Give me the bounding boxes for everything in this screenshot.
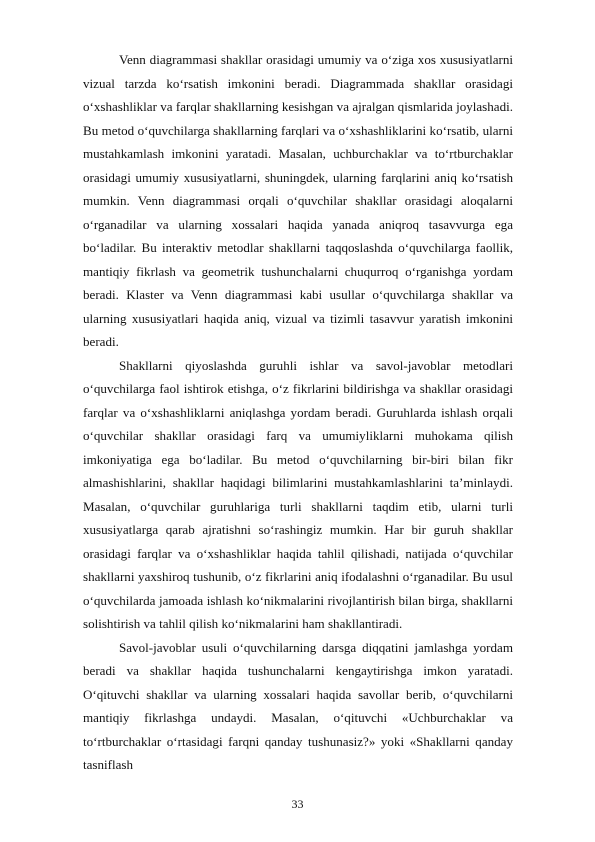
paragraph-question-answer: Savol-javoblar usuli o‘quvchilarning darsga diqqatini jamlashga yordam beradi va shakllar haqida tushunchalarni kengaytirishga imkon yaratadi. O‘qituvchi shakllar va ularning xossalari haqida savollar berib, o‘quvchilarni mantiqiy fikrlashga undaydi. Masalan, o‘qituvchi «Uchburchaklar va to‘rtburchaklar o‘rtasidagi farqni qanday tushunasiz?» yoki «Shakllarni qanday tasniflash — [83, 639, 513, 772]
page-number: 33 — [291, 797, 304, 811]
document-body — [83, 48, 513, 777]
paragraph-venn-diagram: Venn diagrammasi shakllar orasidagi umumiy va o‘ziga xos xususiyatlarni vizual tarzda ko‘rsatish imkonini beradi. Diagrammada shakllar orasidagi o‘xshashliklar va farqlar shakllarning kesishgan va ajralgan qismlarida joylashadi. Bu metod o‘quvchilarga shakllarning farqlari va o‘xshashliklarini ko‘rsatib, ularni mustahkamlash imkonini yaratadi. Masalan, uchburchaklar va to‘rtburchaklar orasidagi umumiy xususiyatlarni, shuningdek, ularning farqlarini aniq ko‘rsatish mumkin. Venn diagrammasi orqali o‘quvchilar shakllar orasidagi aloqalarni o‘rganadilar va ularning xossalari haqida yanada aniqroq tasavvurga ega bo‘ladilar. Bu interaktiv metodlar shakllarni taqqoslashda o‘quvchilarga faollik, mantiqiy fikrlash va geometrik tushunchalarni chuqurroq o‘rganishga yordam beradi. Klaster va Venn diagrammasi kabi usullar o‘quvchilarga shakllar va ularning xususiyatlari haqida aniq, vizual va tizimli tasavvur yaratish imkonini beradi. — [83, 52, 513, 349]
paragraph-group-work: Shakllarni qiyoslashda guruhli ishlar va savol-javoblar metodlari o‘quvchilarga faol ishtirok etishga, o‘z fikrlarini bildirishga va shakllar orasidagi farqlar va o‘xshashliklarni aniqlashga yordam beradi. Guruhlarda ishlash orqali o‘quvchilar shakllar orasidagi farq va umumiyliklarni muhokama qilish imkoniyatiga ega bo‘ladilar. Bu metod o‘quvchilarning bir-biri bilan fikr almashishlarini, shakllar haqidagi bilimlarini mustahkamlashlarini ta’minlaydi. Masalan, o‘quvchilar guruhlariga turli shakllarni taqdim etib, ularni turli xususiyatlarga qarab ajratishni so‘rashingiz mumkin. Har bir guruh shakllar orasidagi farqlar va o‘xshashliklar haqida tahlil qilishadi, natijada o‘quvchilar shakllarni yaxshiroq tushunib, o‘z fikrlarini aniq ifodalashni o‘rganadilar. Bu usul o‘quvchilarda jamoada ishlash ko‘nikmalarini rivojlantirish bilan birga, shakllarni solishtirish va tahlil qilish ko‘nikmalarini ham shakllantiradi. — [83, 357, 513, 631]
